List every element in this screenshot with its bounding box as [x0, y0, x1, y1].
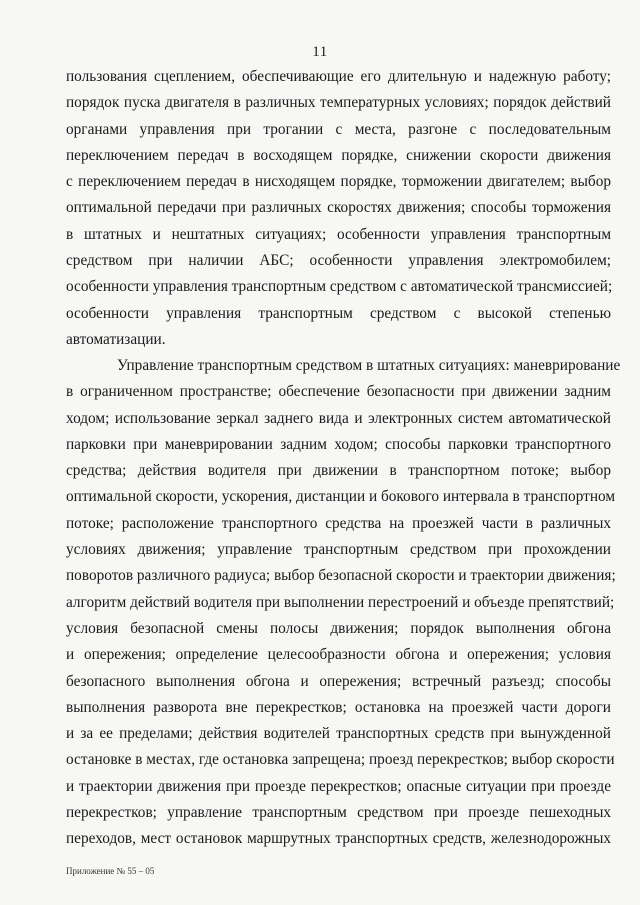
- paragraph-line: пользования сцеплением, обеспечивающие его длительную и надежную работу;: [66, 68, 611, 85]
- paragraph-line: автоматизации.: [66, 330, 166, 348]
- paragraph-line: потоке; расположение транспортного средства на проезжей части в различных: [66, 514, 611, 532]
- paragraph-line: оптимальной скорости, ускорения, дистанции и бокового интервала в транспортном: [66, 488, 616, 506]
- page-number: 11: [312, 44, 328, 60]
- paragraph-line: особенности управления транспортным средством с автоматической трансмиссией;: [66, 278, 613, 296]
- paragraph-line: средства; действия водителя при движении в транспортном потоке; выбор: [66, 462, 611, 480]
- paragraph-1: [66, 64, 611, 353]
- paragraph-line: и за ее пределами; действия водителей транспортных средств при вынужденной: [66, 725, 611, 743]
- paragraph-line: и траектории движения при проезде перекрестков; опасные ситуации при проезде: [66, 777, 611, 795]
- paragraph-line: и опережения; определение целесообразности обгона и опережения; условия: [66, 646, 611, 664]
- paragraph-line: безопасного выполнения обгона и опережения; встречный разъезд; способы: [66, 672, 611, 690]
- paragraph-line: остановке в местах, где остановка запрещена; проезд перекрестков; выбор скорости: [66, 751, 615, 769]
- paragraph-line: переходов, мест остановок маршрутных транспортных средств, железнодорожных: [66, 830, 611, 848]
- paragraph-line: с переключением передач в нисходящем порядке, торможении двигателем; выбор: [66, 173, 611, 191]
- paragraph-line: в штатных и нештатных ситуациях; особенности управления транспортным: [66, 225, 611, 243]
- paragraph-line: выполнения разворота вне перекрестков; остановка на проезжей части дороги: [66, 698, 611, 716]
- paragraph-line: поворотов различного радиуса; выбор безопасной скорости и траектории движения;: [66, 567, 616, 585]
- paragraph-line: порядок пуска двигателя в различных температурных условиях; порядок действий: [66, 94, 611, 112]
- paragraph-line: ходом; использование зеркал заднего вида и электронных систем автоматической: [66, 409, 611, 427]
- paragraph-line: в ограниченном пространстве; обеспечение безопасности при движении задним: [66, 383, 611, 401]
- paragraph-line: парковки при маневрировании задним ходом; способы парковки транспортного: [66, 435, 611, 453]
- paragraph-line: условиях движения; управление транспортным средством при прохождении: [66, 541, 611, 559]
- paragraph-line: средством при наличии АБС; особенности управления электромобилем;: [66, 252, 611, 270]
- paragraph-line: особенности управления транспортным средством с высокой степенью: [66, 304, 611, 322]
- paragraph-line: органами управления при трогании с места, разгоне с последовательным: [66, 120, 611, 138]
- paragraph-line: перекрестков; управление транспортным средством при проезде пешеходных: [66, 804, 611, 822]
- paragraph-line: переключением передач в восходящем порядке, снижении скорости движения: [66, 146, 611, 164]
- paragraph-line: алгоритм действий водителя при выполнении перестроений и объезде препятствий;: [66, 593, 615, 611]
- paragraph-2: [66, 353, 621, 853]
- page-footer: Приложение № 55 – 05: [66, 866, 155, 876]
- paragraph-line: условия безопасной смены полосы движения; порядок выполнения обгона: [66, 619, 611, 637]
- paragraph-line: оптимальной передачи при различных скоростях движения; способы торможения: [66, 199, 611, 217]
- paragraph-line: Управление транспортным средством в штатных ситуациях: маневрирование: [117, 357, 621, 374]
